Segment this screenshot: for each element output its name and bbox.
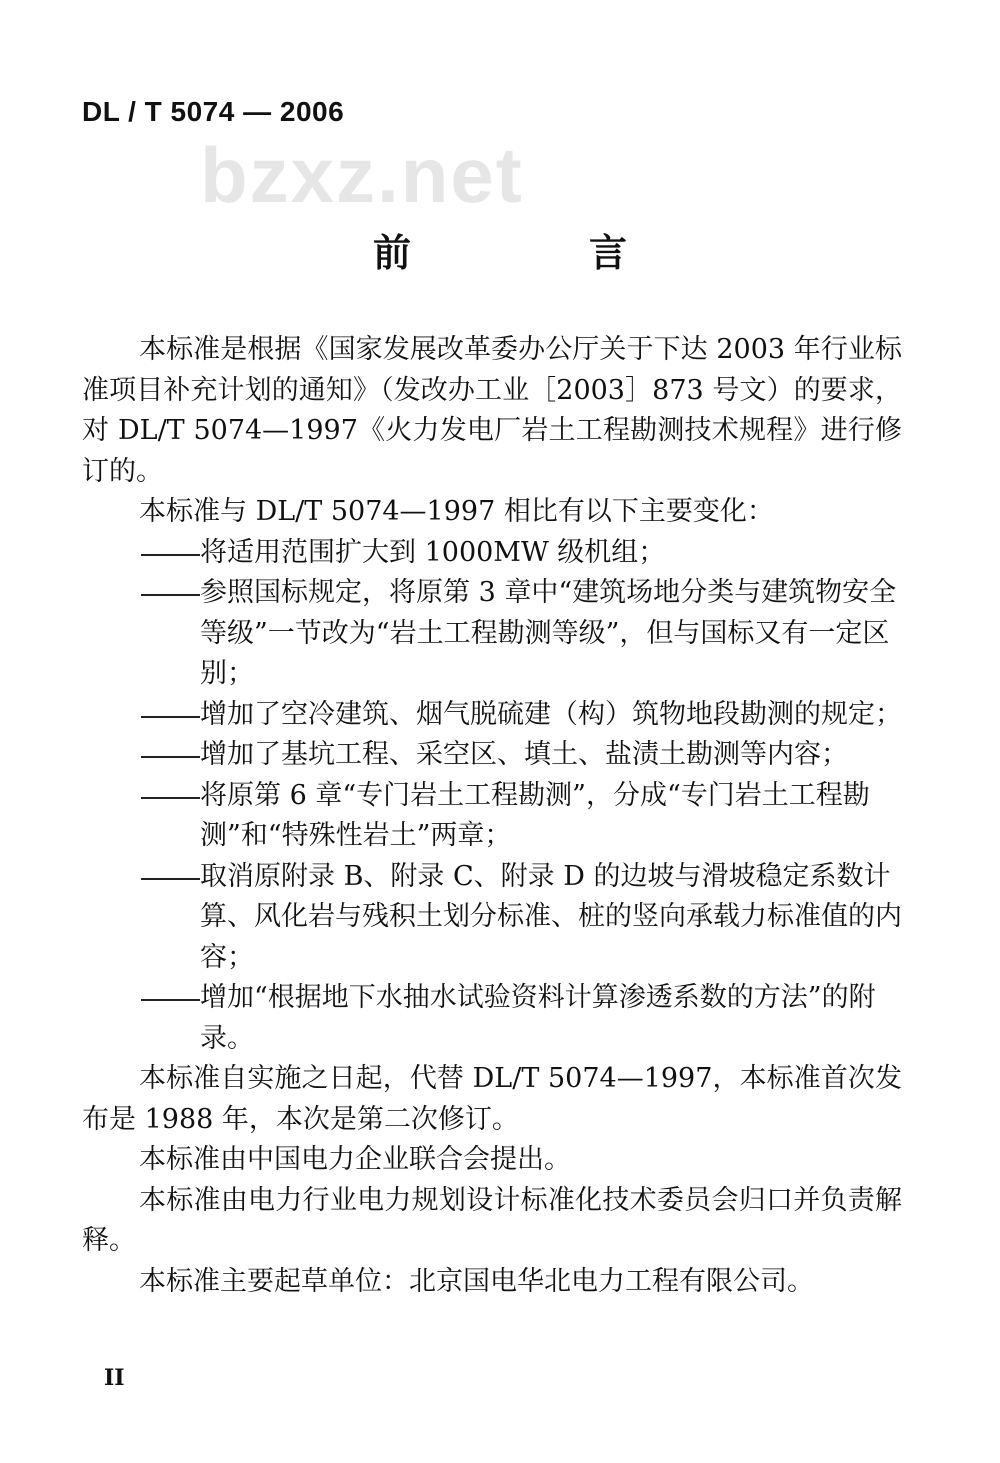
intro-paragraph: 本标准是根据《国家发展改革委办公厅关于下达 2003 年行业标准项目补充计划的通知》（发改办工业［2003］873 号文）的要求，对 DL/T 5074—1997《火力发电厂岩土工程勘测技术规程》进行修订的。 (82, 334, 902, 487)
standard-code-header: DL / T 5074 — 2006 (82, 96, 345, 127)
change-list-item (82, 573, 902, 695)
preface-body (82, 330, 902, 1302)
intro-paragraph: 本标准与 DL/T 5074—1997 相比有以下主要变化： (139, 496, 774, 527)
change-item-text: 取消原附录 B、附录 C、附录 D 的边坡与滑坡稳定系数计算、风化岩与残积土划分标准、桩的竖向承载力标准值的内容； (200, 860, 902, 973)
page-number: II (104, 1365, 125, 1391)
change-list-item (82, 735, 902, 776)
change-item-text: 增加“根据地下水抽水试验资料计算渗透系数的方法”的附录。 (200, 982, 876, 1054)
change-list-item (82, 776, 902, 857)
change-list-item (82, 978, 902, 1059)
change-item-text: 增加了空冷建筑、烟气脱硫建（构）筑物地段勘测的规定； (200, 698, 902, 730)
watermark: bzxz.net (200, 131, 524, 219)
outro-paragraph: 本标准由电力行业电力规划设计标准化技术委员会归口并负责解释。 (82, 1184, 902, 1256)
change-item-text: 将适用范围扩大到 1000MW 级机组； (200, 536, 666, 568)
page-title: 前 言 (372, 231, 697, 275)
change-list-item (82, 533, 902, 574)
change-list-item (82, 695, 902, 736)
change-list-item (82, 857, 902, 979)
outro-paragraph: 本标准主要起草单位：北京国电华北电力工程有限公司。 (139, 1265, 814, 1297)
change-item-text: 参照国标规定，将原第 3 章中“建筑场地分类与建筑物安全等级”一节改为“岩土工程勘测等级”，但与国标又有一定区别； (200, 577, 897, 689)
change-item-text: 将原第 6 章“专门岩土工程勘测”，分成“专门岩土工程勘测”和“特殊性岩土”两章； (200, 779, 870, 851)
change-item-text: 增加了基坑工程、采空区、填土、盐渍土勘测等内容； (200, 739, 848, 770)
outro-paragraph: 本标准自实施之日起，代替 DL/T 5074—1997，本标准首次发布是 1988 年，本次是第二次修订。 (82, 1063, 902, 1135)
outro-paragraph: 本标准由中国电力企业联合会提出。 (139, 1144, 571, 1175)
